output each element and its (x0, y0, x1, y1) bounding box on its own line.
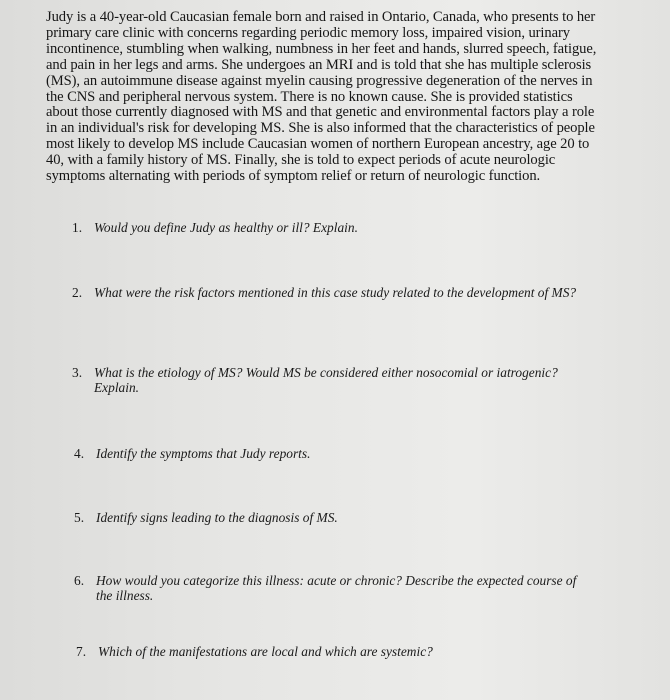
case-line: most likely to develop MS include Caucasian women of northern European ancestry, age 20 to (46, 136, 590, 153)
case-line: and pain in her legs and arms. She undergoes an MRI and is told that she has multiple sclerosis (46, 56, 592, 73)
question-6 (74, 573, 604, 603)
case-line: Judy is a 40-year-old Caucasian female born and raised in Ontario, Canada, who presents to her (46, 9, 596, 25)
case-study-paragraph (46, 10, 618, 185)
question-number: 5. (74, 510, 85, 525)
case-line: symptoms alternating with periods of symptom relief or return of neurologic function. (46, 168, 541, 185)
question-text: How would you categorize this illness: acute or chronic? Describe the expected course of the illness. (96, 573, 577, 603)
question-1 (72, 220, 358, 235)
question-text: Which of the manifestations are local and which are systemic? (98, 644, 433, 659)
question-7 (76, 644, 433, 659)
case-line: incontinence, stumbling when walking, numbness in her feet and hands, slurred speech, fatigue, (46, 40, 597, 57)
case-line: about those currently diagnosed with MS and that genetic and environmental factors play a role (46, 104, 595, 121)
question-text: Identify the symptoms that Judy reports. (96, 446, 311, 461)
question-number: 6. (74, 573, 85, 588)
question-text: Would you define Judy as healthy or ill? Explain. (94, 220, 358, 235)
question-number: 4. (74, 446, 85, 461)
case-line: in an individual's risk for developing MS. She is also informed that the characteristics of people (46, 120, 595, 137)
case-line: (MS), an autoimmune disease against myelin causing progressive degeneration of the nerves in (46, 72, 593, 89)
question-text: Identify signs leading to the diagnosis of MS. (96, 510, 338, 525)
question-4 (74, 446, 310, 461)
question-3 (72, 365, 592, 395)
case-line: the CNS and peripheral nervous system. There is no known cause. She is provided statistics (46, 88, 573, 105)
question-number: 1. (72, 220, 83, 235)
question-number: 2. (72, 285, 83, 300)
question-text: What is the etiology of MS? Would MS be considered either nosocomial or iatrogenic? Explain. (94, 365, 558, 395)
question-2 (72, 285, 592, 300)
question-text: What were the risk factors mentioned in this case study related to the development of MS? (94, 285, 577, 300)
question-5 (74, 510, 338, 525)
case-line: 40, with a family history of MS. Finally, she is told to expect periods of acute neurologic (46, 152, 556, 169)
case-line: primary care clinic with concerns regarding periodic memory loss, impaired vision, urinary (46, 24, 570, 41)
question-number: 3. (72, 365, 83, 380)
question-number: 7. (76, 644, 87, 659)
